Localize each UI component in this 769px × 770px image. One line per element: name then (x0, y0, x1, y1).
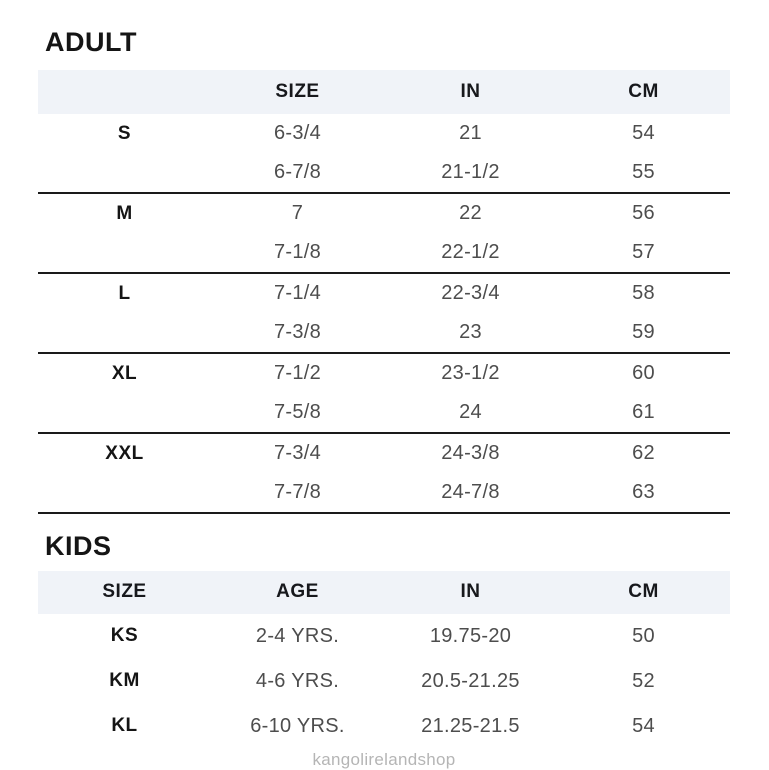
size-value: 6-3/4 (273, 122, 322, 145)
age-value: 2-4 YRS. (255, 624, 340, 647)
table-row (38, 704, 730, 749)
adult-table-header-row (38, 70, 730, 114)
size-value: 7-1/2 (273, 362, 322, 385)
column-header-age: AGE (276, 581, 319, 603)
cm-value: 63 (632, 481, 655, 504)
in-value: 23 (459, 321, 482, 344)
table-row (38, 194, 730, 233)
table-row (38, 614, 730, 659)
adult-size-group-xl (38, 354, 730, 434)
in-value: 20.5-21.25 (421, 669, 520, 692)
shop-watermark: kangolirelandshop (312, 749, 456, 769)
table-row (38, 274, 730, 313)
in-value: 19.75-20 (429, 624, 512, 647)
in-value: 22-1/2 (441, 241, 500, 264)
cm-value: 54 (632, 122, 655, 145)
cm-value: 60 (632, 362, 655, 385)
size-group-label: S (117, 122, 132, 144)
kids-table-header-row (38, 571, 730, 614)
column-header-size: SIZE (275, 81, 320, 103)
table-row (38, 233, 730, 272)
adult-size-group-l (38, 274, 730, 354)
table-row (38, 153, 730, 192)
table-row (38, 473, 730, 512)
column-header-size: SIZE (102, 581, 147, 603)
column-header-in: IN (460, 81, 481, 103)
table-row (38, 393, 730, 432)
size-value: 7-5/8 (273, 401, 322, 424)
in-value: 24-3/8 (441, 442, 500, 465)
cm-value: 57 (632, 241, 655, 264)
size-group-label: L (118, 282, 131, 304)
size-group-label: M (116, 202, 133, 224)
cm-value: 62 (632, 442, 655, 465)
cm-value: 56 (632, 202, 655, 225)
in-value: 24 (459, 401, 482, 424)
size-group-label: XL (111, 362, 138, 384)
column-header-cm: CM (628, 581, 659, 603)
kids-size-table (38, 571, 730, 749)
in-value: 22 (459, 202, 482, 225)
in-value: 22-3/4 (441, 282, 500, 305)
cm-value: 50 (632, 624, 655, 647)
age-value: 4-6 YRS. (255, 669, 340, 692)
size-value: 7-1/8 (273, 241, 322, 264)
cm-value: 52 (632, 669, 655, 692)
size-group-label: KM (109, 670, 140, 692)
table-row (38, 434, 730, 473)
in-value: 21-1/2 (441, 161, 500, 184)
size-value: 7-1/4 (273, 282, 322, 305)
table-row (38, 313, 730, 352)
cm-value: 59 (632, 321, 655, 344)
table-row (38, 659, 730, 704)
column-header-in: IN (460, 581, 481, 603)
table-row (38, 354, 730, 393)
cm-value: 54 (632, 714, 655, 737)
adult-size-group-xxl (38, 434, 730, 514)
cm-value: 58 (632, 282, 655, 305)
in-value: 24-7/8 (441, 481, 500, 504)
size-value: 7-3/4 (273, 442, 322, 465)
size-value: 7 (291, 202, 304, 225)
cm-value: 61 (632, 401, 655, 424)
size-value: 7-7/8 (273, 481, 322, 504)
age-value: 6-10 YRS. (250, 714, 345, 737)
column-header-cm: CM (628, 81, 659, 103)
size-group-label: KS (110, 625, 139, 647)
size-value: 7-3/8 (273, 321, 322, 344)
adult-size-group-s (38, 114, 730, 194)
cm-value: 55 (632, 161, 655, 184)
adult-section-title: ADULT (45, 27, 137, 57)
adult-size-group-m (38, 194, 730, 274)
size-group-label: KL (111, 715, 138, 737)
table-row (38, 114, 730, 153)
kids-section-title: KIDS (45, 531, 112, 562)
adult-size-table (38, 70, 730, 514)
size-value: 6-7/8 (273, 161, 322, 184)
in-value: 23-1/2 (441, 362, 500, 385)
in-value: 21 (459, 122, 482, 145)
size-group-label: XXL (105, 442, 144, 464)
in-value: 21.25-21.5 (421, 714, 520, 737)
